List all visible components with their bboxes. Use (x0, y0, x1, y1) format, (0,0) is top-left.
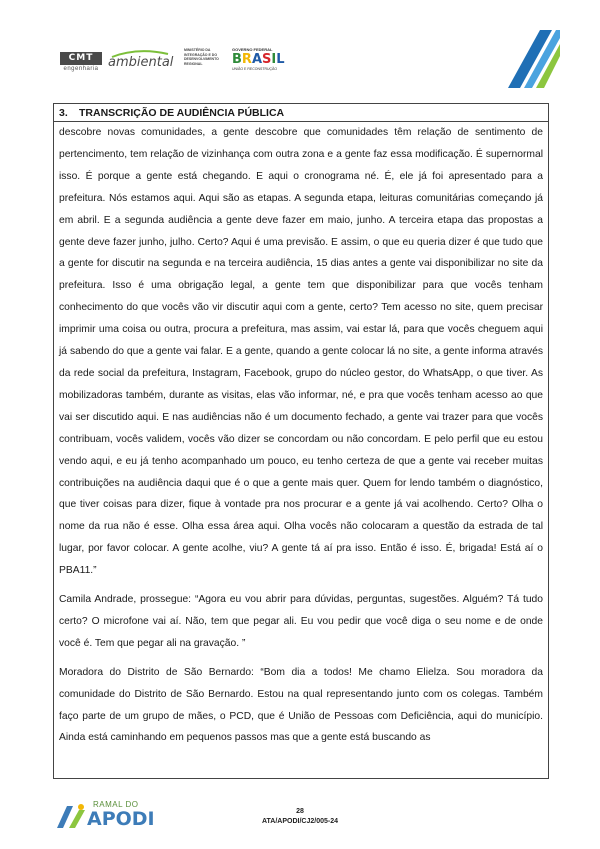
ramal-do-apodi-logo (55, 800, 165, 830)
brasil-logo-subtitle: UNIÃO E RECONSTRUÇÃO (232, 67, 278, 71)
ministerio-line: REGIONAL (184, 61, 203, 66)
brasil-letter: A (251, 52, 262, 67)
footer-apodi-text: APODI (87, 808, 155, 830)
brasil-logo-word (232, 53, 284, 67)
governo-federal-brasil-logo (232, 47, 284, 75)
ambiental-logo-text: ambiental (108, 55, 174, 70)
page-header (0, 0, 600, 90)
section-header (54, 104, 548, 122)
decorative-stripes-icon (500, 30, 560, 88)
footer-ramal-text: RAMAL DO (93, 800, 139, 809)
ministerio-logo (184, 48, 226, 74)
ambiental-logo (108, 49, 172, 73)
cmt-logo-mark: CMT (60, 52, 102, 65)
brasil-letter: L (276, 52, 285, 67)
brasil-letter: R (241, 52, 252, 67)
cmt-logo-subtitle: engenharia (63, 66, 99, 72)
transcription-body (54, 122, 548, 749)
ramal-apodi-emblem-icon (55, 802, 89, 830)
transcript-paragraph: Moradora do Distrito de São Bernardo: “Bom dia a todos! Me chamo Elielza. Sou moradora da comunidade do Distrito de São Bernardo. Estou na qual representando junto com os colegas. Também faço parte de um grupo de mães, o PCD, que é União de Pessoas com Deficiência, aqui do município. Ainda está caminhando em pequenos passos mas que a gente está buscando as (59, 666, 543, 744)
document-code: ATA/APODI/CJ2/005-24 (262, 818, 338, 825)
section-number: 3. (59, 107, 68, 119)
brasil-letter: S (262, 52, 272, 67)
brasil-letter: I (271, 52, 277, 67)
transcript-paragraph: Camila Andrade, prossegue: “Agora eu vou abrir para dúvidas, perguntas, sugestões. Alguém? Tá tudo certo? O microfone vai aí. Não, tem que pegar ali. Eu vou pedir que você diga o seu nome e de onde você é. Tem que pegar ali na gravação. ” (59, 594, 543, 649)
ministerio-line: MINISTÉRIO DA (184, 48, 211, 52)
cmt-engenharia-logo (60, 52, 102, 74)
section-title: TRANSCRIÇÃO DE AUDIÊNCIA PÚBLICA (79, 107, 285, 119)
transcript-paragraph: descobre novas comunidades, a gente descobre que comunidades têm relação de sentimento de pertencimento, tem relação de vizinhança com outra zona e a gente faz essa modificação. É supernormal isso. É porque a gente está chegando. E aqui o cronograma né. É, ele já foi apresentado para a prefeitura. Nós estamos aqui. Aqui são as etapas. A segunda etapa, leituras comunitárias começando já em abril. E a segunda audiência a gente deve fazer em maio, junho. A terceira etapa das propostas a gente deve fazer junho, julho. Certo? Aqui é uma previsão. E assim, o que eu queria dizer é que tudo que a gente for discutir na segunda e na terceira audiência, 15 dias antes a gente vai disponibilizar no site da prefeitura. Isso é uma obrigação legal, a gente tem que disponibilizar para que vocês tenham conhecimento do que vocês vão vir discutir aqui com a gente, certo? Tem acesso no site, quem precisar imprimir uma coisa ou outra, procura a prefeitura, mas assim, vai estar lá, para que vocês cheguem aqui já sabendo do que a gente vai falar. E a gente, quando a gente colocar lá no site, a gente informa através da rede social da prefeitura, Instagram, Facebook, grupo do núcleo gestor, do WhatsApp, o que tiver. As mobilizadoras também, durante as visitas, elas vão informar, né, e pra que vocês tenham acesso ao que vai ser discutido aqui. E nas audiências não é um documento fechado, a gente vai trazer para que vocês contribuam, vocês validem, vocês vão dizer se concordam ou não concordam. E pelo perfil que eu estou vendo aqui, e eu já tenho acompanhado um pouco, eu tenho certeza de que a gente vai receber muitas contribuições na audiência daqui que é o que a gente mais quer. Quem for lendo também o diagnóstico, que tiver coisas para dizer, fique à vontade pra nos procurar e a gente já vai acolhendo. Certo? Olha o nome da rua não é esse. Olha essa área aqui. Olha vocês não colocaram a questão da estrada de tal lugar, por favor colocar. A gente acolhe, viu? A gente tá aí pra isso. Então é isso. É, brigada! Está aí o PBA11.” (59, 127, 543, 577)
page-number: 28 (296, 808, 304, 815)
ministerio-line: INTEGRAÇÃO E DO (184, 52, 218, 57)
ministerio-line: DESENVOLVIMENTO (184, 57, 219, 61)
transcription-box (53, 103, 549, 779)
brasil-letter: B (232, 52, 242, 67)
brasil-logo-top: GOVERNO FEDERAL (232, 47, 273, 52)
